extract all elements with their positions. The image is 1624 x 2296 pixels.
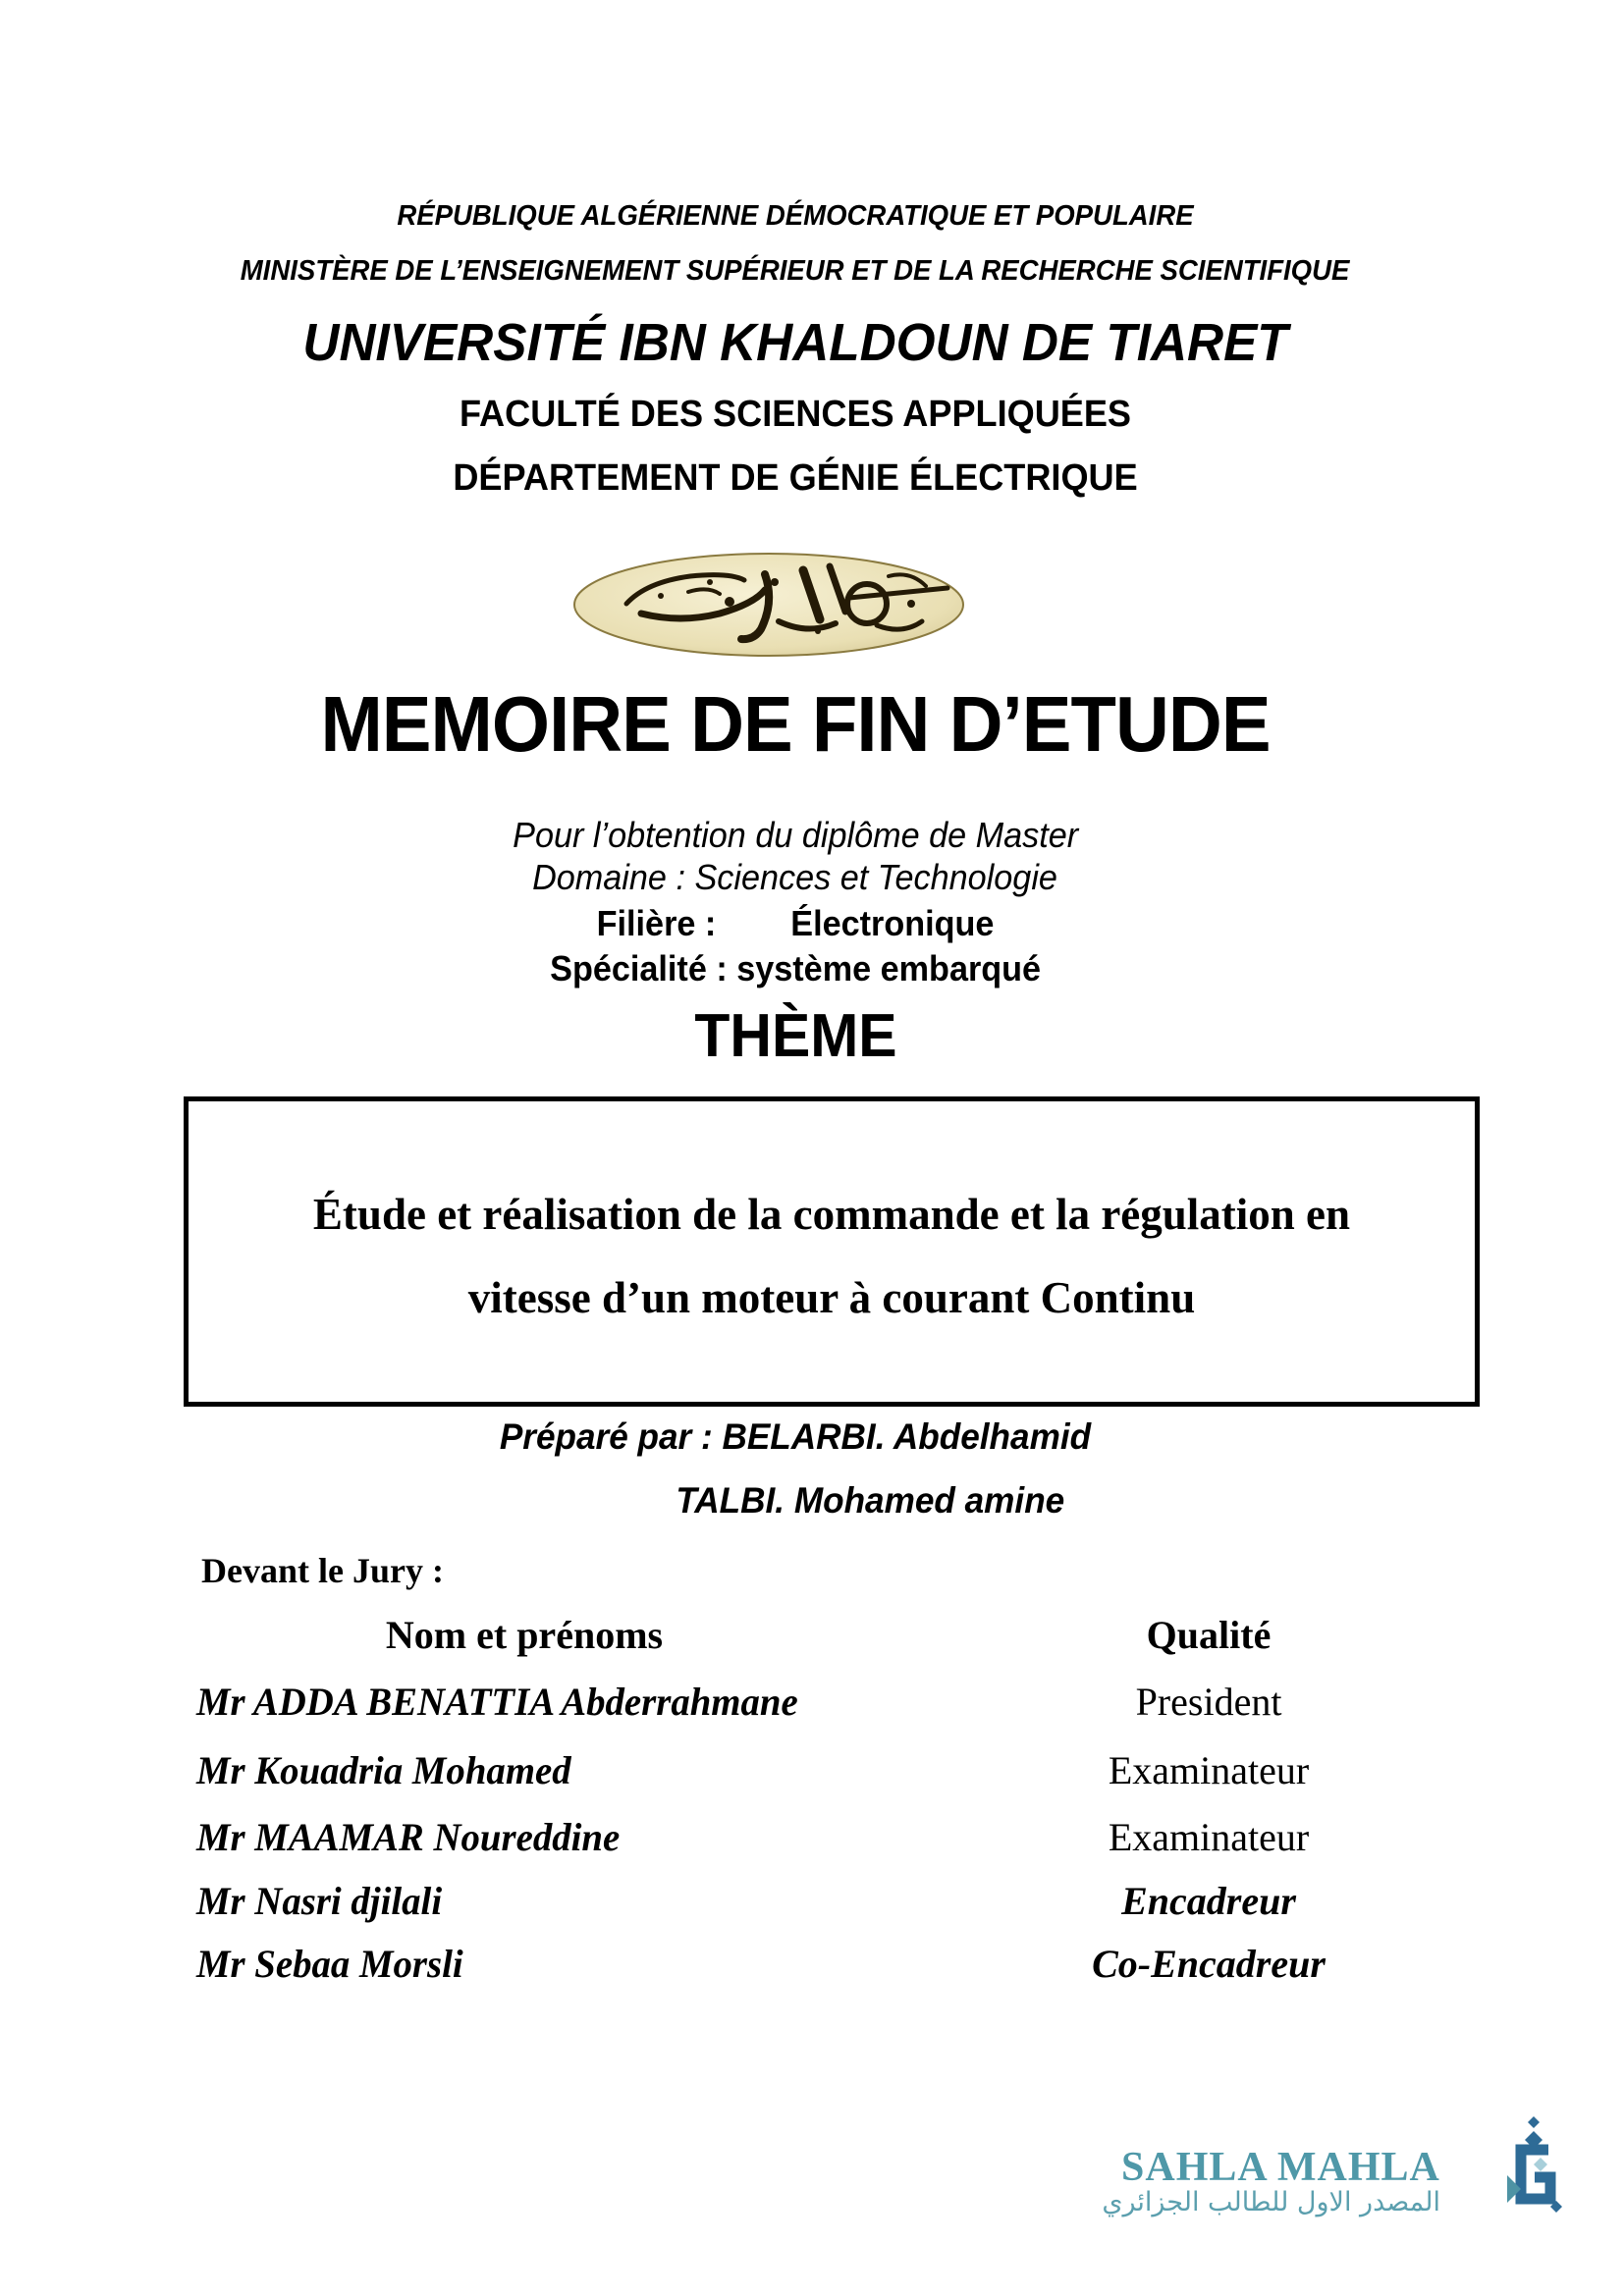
faculty-line — [0, 396, 1591, 433]
degree-purpose-line — [0, 815, 1591, 855]
jury-row — [0, 1942, 1624, 1994]
filiere-line — [0, 903, 1591, 943]
jury-table-header — [0, 1613, 1624, 1665]
jury-row — [0, 1815, 1624, 1867]
degree-domain-line — [0, 857, 1591, 897]
university-name — [0, 313, 1591, 372]
jury-heading: Devant le Jury : — [201, 1551, 444, 1590]
department-line — [0, 459, 1591, 497]
degree-purpose-text: Pour l’obtention du diplôme de Master — [512, 815, 1079, 855]
prepared-by-text1: Préparé par : BELARBI. Abdelhamid — [499, 1416, 1092, 1457]
faculty-line-text: FACULTÉ DES SCIENCES APPLIQUÉES — [460, 394, 1131, 435]
jury-col-name-header: Nom et prénoms — [385, 1613, 664, 1657]
university-seal-logo — [572, 553, 965, 658]
republic-line-text: RÉPUBLIQUE ALGÉRIENNE DÉMOCRATIQUE ET POPULAIRE — [397, 200, 1194, 232]
prepared-by-line2 — [75, 1482, 1624, 1519]
university-name-text: UNIVERSITÉ IBN KHALDOUN DE TIARET — [302, 313, 1288, 372]
jury-member-quality: President — [1135, 1680, 1282, 1724]
theme-label — [0, 1002, 1591, 1070]
main-title — [0, 680, 1591, 768]
prepared-by-text2: TALBI. Mohamed amine — [676, 1480, 1064, 1521]
jury-member-name: Mr MAAMAR Noureddine — [196, 1815, 621, 1859]
sahla-mahla-brand-text: SAHLA MAHLA — [1121, 2145, 1440, 2190]
specialite-line — [0, 948, 1591, 988]
theme-title-line1: Étude et réalisation de la commande et la régulation en — [312, 1190, 1351, 1239]
theme-title-line2: vitesse d’un moteur à courant Continu — [467, 1273, 1196, 1322]
theme-title-box — [184, 1096, 1480, 1407]
sahla-mahla-tagline-arabic: المصدر الاول للطالب الجزائري — [1102, 2187, 1440, 2217]
jury-member-quality: Examinateur — [1108, 1748, 1310, 1792]
ministry-line — [0, 257, 1591, 286]
jury-member-name: Mr Nasri djilali — [196, 1879, 443, 1923]
ministry-line-text: MINISTÈRE DE L’ENSEIGNEMENT SUPÉRIEUR ET DE LA RECHERCHE SCIENTIFIQUE — [241, 255, 1350, 287]
department-line-text: DÉPARTEMENT DE GÉNIE ÉLECTRIQUE — [453, 457, 1138, 499]
jury-col-quality-header: Qualité — [1146, 1613, 1272, 1657]
specialite-text: Spécialité : système embarqué — [550, 948, 1041, 988]
jury-member-quality: Encadreur — [1121, 1879, 1296, 1923]
jury-member-quality: Examinateur — [1108, 1815, 1310, 1859]
degree-domain-text: Domaine : Sciences et Technologie — [532, 857, 1058, 897]
jury-row — [0, 1879, 1624, 1931]
jury-member-name: Mr ADDA BENATTIA Abderrahmane — [196, 1680, 798, 1724]
theme-label-text: THÈME — [693, 1002, 897, 1070]
jury-row — [0, 1748, 1624, 1800]
jury-member-name: Mr Kouadria Mohamed — [196, 1748, 571, 1792]
filiere-text: Filière : Électronique — [596, 903, 995, 943]
jury-member-quality: Co-Encadreur — [1092, 1942, 1326, 1986]
jury-member-name: Mr Sebaa Morsli — [196, 1942, 463, 1986]
prepared-by-line1 — [0, 1418, 1591, 1455]
jury-row — [0, 1682, 1624, 1732]
sahla-mahla-logo-icon — [1505, 2116, 1566, 2220]
main-title-text: MEMOIRE DE FIN D’ETUDE — [320, 680, 1271, 768]
republic-line — [0, 202, 1591, 231]
